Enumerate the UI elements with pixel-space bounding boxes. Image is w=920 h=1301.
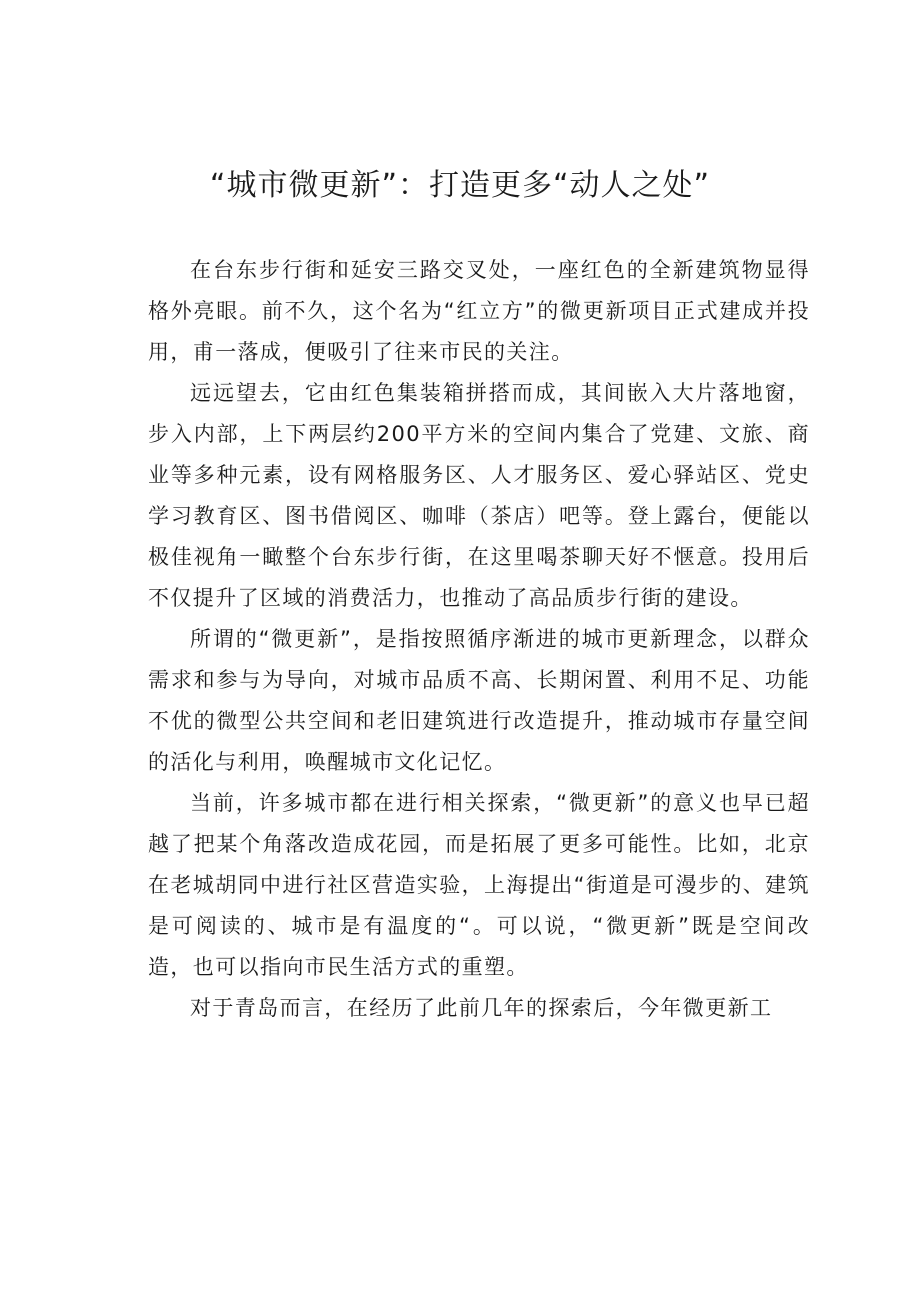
paragraph: 在台东步行街和延安三路交叉处，一座红色的全新建筑物显得格外亮眼。前不久，这个名为“红立方”的微更新项目正式建成并投用，甫一落成，便吸引了往来市民的关注。	[148, 258, 810, 364]
paragraph: 对于青岛而言，在经历了此前几年的探索后，今年微更新工	[190, 996, 773, 1020]
document-title: “城市微更新”：打造更多“动人之处”	[209, 168, 711, 203]
paragraph: 当前，许多城市都在进行相关探索，“微更新”的意义也早已超越了把某个角落改造成花园，而是拓展了更多可能性。比如，北京在老城胡同中进行社区营造实验，上海提出“街道是可漫步的、建筑是可阅读的、城市是有温度的“。可以说，“微更新”既是空间改造，也可以指向市民生活方式的重塑。	[148, 791, 810, 979]
document-body	[148, 250, 810, 1029]
paragraph: 远远望去，它由红色集装箱拼搭而成，其间嵌入大片落地窗，步入内部，上下两层约200平方米的空间内集合了党建、文旅、商业等多种元素，设有网格服务区、人才服务区、爱心驿站区、党史学习教育区、图书借阅区、咖啡（茶店）吧等。登上露台，便能以极佳视角一瞰整个台东步行街，在这里喝茶聊天好不惬意。投用后不仅提升了区域的消费活力，也推动了高品质步行街的建设。	[148, 381, 810, 610]
paragraph: 所谓的“微更新”，是指按照循序渐进的城市更新理念，以群众需求和参与为导向，对城市品质不高、长期闲置、利用不足、功能不优的微型公共空间和老旧建筑进行改造提升，推动城市存量空间的活化与利用，唤醒城市文化记忆。	[148, 627, 810, 774]
